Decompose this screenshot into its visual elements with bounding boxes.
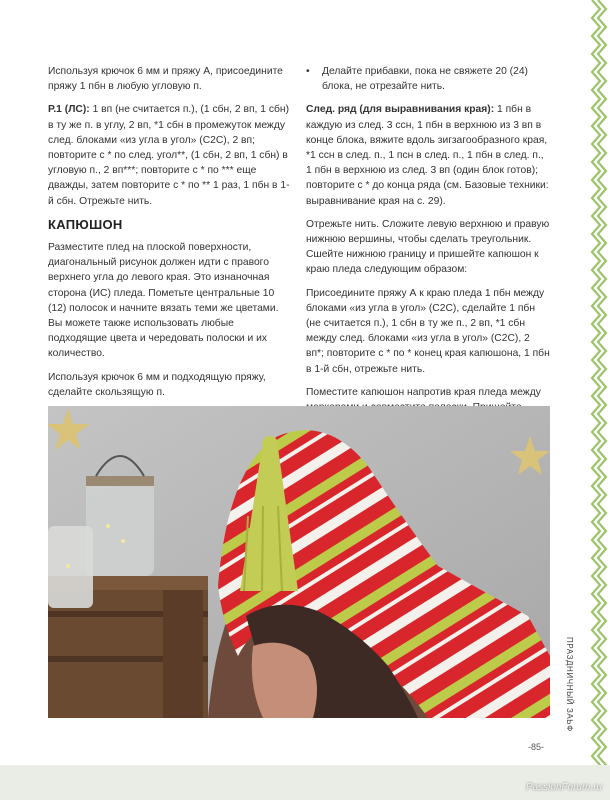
footer-band: [0, 765, 610, 800]
assembly-paragraph-3: Поместите капюшон напротив края пледа между: [306, 386, 541, 398]
bullet-item: [306, 64, 550, 94]
assembly-paragraph-2: Присоедините пряжу А к краю пледа 1 пбн между блоками «из угла в угол» (C2C), сделайте 1 пбн (не считается п.), 1 сбн в ту же п., 2 вп, *1 сбн между след. блоками «из угла в угол» (C2C), 2 вп*; повторите с * по * конец края капюшона, 1 пбн в 1-й сбн, отрежьте нить.: [306, 287, 550, 375]
hood-paragraph-1: Разместите плед на плоской поверхности, диагональный рисунок должен идти с правого верхнего угла до левого края. Это изнаночная сторона (ИС) пледа. Пометьте центральные 10 (12) полосок и начните вязать теми же цветами. Вы можете также использовать любые подходящие цвета и чередовать полоски и их количество.: [48, 242, 279, 360]
section-heading-hood: КАПЮШОН: [48, 216, 123, 232]
watermark: PassionForum.ru: [525, 782, 602, 793]
section-side-label: ПРАЗДНИЧНЫЙ ЗАЬФ: [565, 637, 574, 732]
hood-paragraph-2: Используя крючок 6 мм и подходящую пряжу, сделайте скользящую п.: [48, 371, 266, 398]
row1-lead: Р.1 (ЛС):: [48, 104, 90, 116]
left-column: [48, 64, 292, 446]
assembly-paragraph-1: Отрежьте нить. Сложите левую верхнюю и правую нижнюю вершины, чтобы сделать треугольник. Сшейте нижнюю границу и пришейте капюшон к краю пледа следующим образом:: [306, 218, 550, 276]
page-number: -85-: [528, 742, 545, 752]
bullet-icon: •: [306, 66, 310, 77]
intro-paragraph: Используя крючок 6 мм и пряжу А, присоедините пряжу 1 пбн в любую угловую п.: [48, 66, 283, 93]
edge-row-paragraph: [306, 102, 550, 208]
chevron-border: [588, 0, 610, 800]
row1-text: 1 вп (не считается п.), (1 сбн, 2 вп, 1 сбн) в ту же п. в углу, 2 вп, *1 сбн в промежуток между след. блоками «из угла в угол» (C2C), 2 вп; повторите с * по след. угол**, (1 сбн, 2 вп, 1 сбн) в угловую п., 2 вп***; повторите с * по *** еще дважды, затем повторите с * по ** 1 раз, 1 пбн в 1-й сбн. Отрежьте нить.: [48, 104, 290, 207]
edge-row-lead: След. ряд (для выравнивания края):: [306, 104, 495, 116]
bullet-text: Делайте прибавки, пока не свяжете 20 (24) блока, не отрезайте нить.: [322, 66, 528, 93]
row1-paragraph: [48, 102, 292, 208]
hood-photo: [48, 406, 550, 718]
edge-row-text: 1 пбн в каждую из след. 3 ссн, 1 пбн в верхнюю из 3 вп в конце блока, вяжите вдоль зигзагообразного края, *1 ссн в след. п., 1 псн в след. п., 1 пбн в след. п., 1 пбн в верхнюю из след. 3 вп (один блок готов); повторите с * до конца ряда (см. Базовые техники: выравнивание края на с. 29).: [306, 104, 549, 207]
